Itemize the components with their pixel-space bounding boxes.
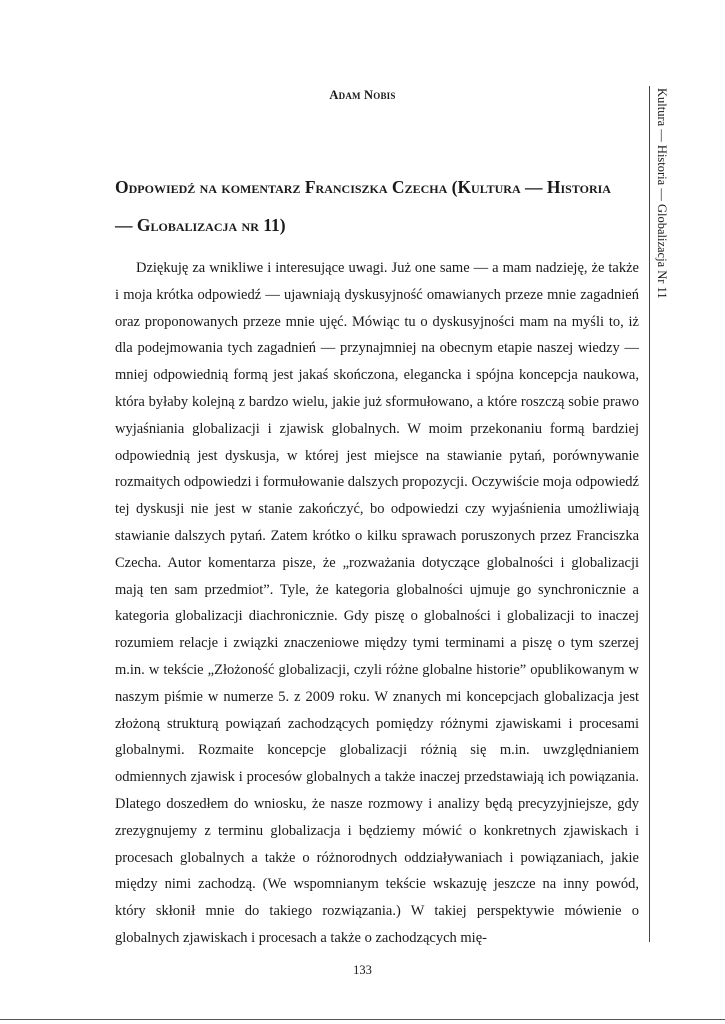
margin-rule [649,86,650,942]
page-number: 133 [353,963,372,977]
page-edge-line [0,1019,725,1020]
article-title: Odpowiedź na komentarz Franciszka Czecha (Kultura — Historia — Globalizacja nr 11) [115,177,611,235]
author-name: Adam Nobis [329,88,396,102]
body-paragraph: Dziękuję za wnikliwe i interesujące uwagi. Już one same — a mam nadzieję, że także i moja krótka odpowiedź — ujawniają dyskusyjność omawianych przeze mnie zagadnień oraz proponowanych przeze mnie ujęć. Mówiąc tu o dyskusyjności mam na myśli to, iż dla podejmowania tych zagadnień — przynajmniej na obecnym etapie naszej wiedzy — mniej odpowiednią formą jest jakaś skończona, elegancka i spójna koncepcja naukowa, która byłaby kolejną z bardzo wielu, jakie już sformułowano, a które roszczą sobie prawo wyjaśniania globalizacji i zjawisk globalnych. W moim przekonaniu formą bardziej odpowiednią jest dyskusja, w której jest miejsce na stawianie pytań, porównywanie rozmaitych odpowiedzi i formułowanie dalszych propozycji. Oczywiście moja odpowiedź tej dyskusji nie jest w stanie zakończyć, bo odpowiedzi czy wyjaśnienia umożliwiają stawianie dalszych pytań. Zatem krótko o kilku sprawach poruszonych przez Franciszka Czecha. Autor komentarza pisze, że „rozważania dotyczące globalności i globalizacji mają ten sam przedmiot”. Tyle, że kategoria globalności ujmuje go synchronicznie a kategoria globalizacji diachronicznie. Gdy piszę o globalności i globalizacji to inaczej rozumiem relacje i związki znaczeniowe między tymi terminami a piszę o tym szerzej m.in. w tekście „Złożoność globalizacji, czyli różne globalne historie” opublikowanym w naszym piśmie w numerze 5. z 2009 roku. W znanych mi koncepcjach globalizacja jest złożoną strukturą powiązań zachodzących pomiędzy różnymi zjawiskami i procesami globalnymi. Rozmaite koncepcje globalizacji różnią się m.in. uwzględnianiem odmiennych zjawisk i procesów globalnych a także inaczej przedstawiają ich powiązania. Dlatego doszedłem do wniosku, że nasze rozmowy i analizy będą precyzyjniejsze, gdy zrezygnujemy z terminu globalizacja i będziemy mówić o konkretnych zjawiskach i procesach globalnych a także o różnorodnych oddziaływaniach i powiązaniach, jakie między nimi zachodzą. (We wspomnianym tekście wskazuję jeszcze na inny powód, który skłonił mnie do takiego rozwiązania.) W takiej perspektywie mówienie o globalnych zjawiskach i procesach a także o zachodzących mię- [115,260,639,946]
running-head: Kultura — Historia — Globalizacja Nr 11 [655,88,669,299]
